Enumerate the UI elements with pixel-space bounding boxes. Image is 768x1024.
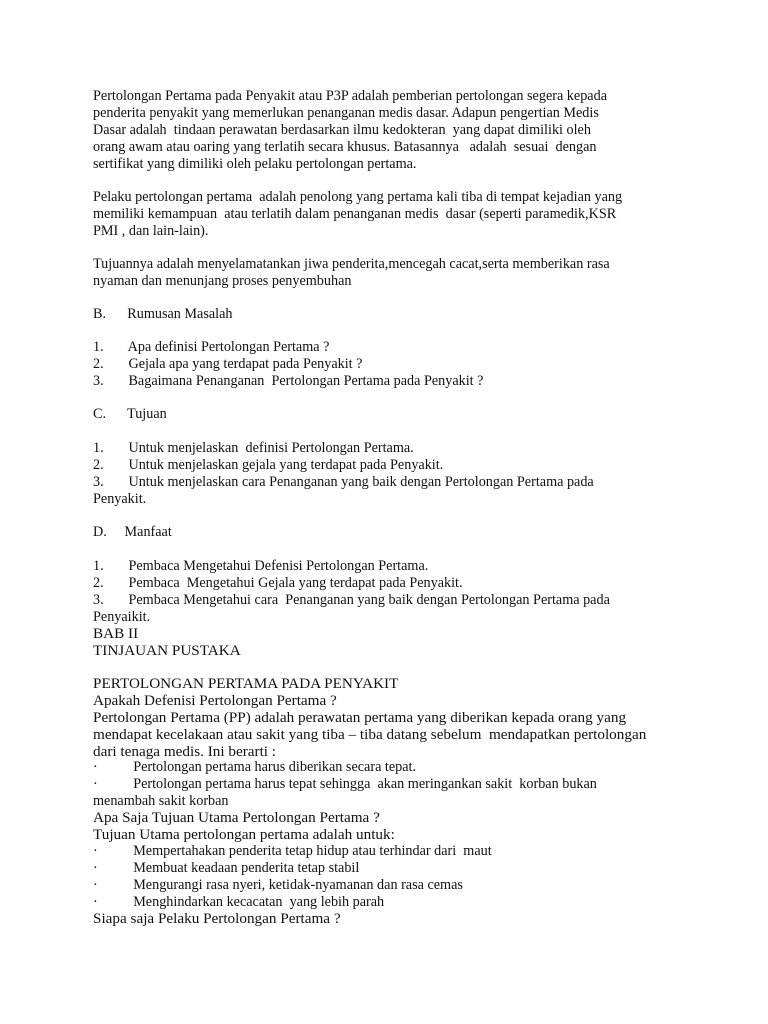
list-item: 2. Pembaca Mengetahui Gejala yang terdapat pada Penyakit. <box>93 575 463 591</box>
text-line: memiliki kemampuan atau terlatih dalam penanganan medis dasar (seperti paramedik,KSR <box>93 206 617 222</box>
text-line: Pertolongan Pertama (PP) adalah perawatan pertama yang diberikan kepada orang yang <box>93 709 627 726</box>
text-line: Tujuannya adalah menyelamatankan jiwa penderita,mencegah cacat,serta memberikan rasa <box>93 256 610 272</box>
text-line: Dasar adalah tindaan perawatan berdasarkan ilmu kedokteran yang dapat dimiliki oleh <box>93 122 591 138</box>
chapter-title: TINJAUAN PUSTAKA <box>93 642 241 659</box>
list-item: 1. Untuk menjelaskan definisi Pertolongan Pertama. <box>93 440 414 456</box>
section-heading-b: B. Rumusan Masalah <box>93 306 233 322</box>
bullet-item: · Pertolongan pertama harus tepat sehingga akan meringankan sakit korban bukan <box>93 776 597 792</box>
text-line: Penyaikit. <box>93 609 151 625</box>
bullet-item: · Pertolongan pertama harus diberikan secara tepat. <box>93 759 417 775</box>
list-item: 3. Pembaca Mengetahui cara Penanganan yang baik dengan Pertolongan Pertama pada <box>93 592 610 608</box>
question-heading: Apakah Defenisi Pertolongan Pertama ? <box>93 692 337 709</box>
text-line: Tujuan Utama pertolongan pertama adalah untuk: <box>93 826 395 843</box>
text-line: mendapat kecelakaan atau sakit yang tiba – tiba datang sebelum mendapatkan pertolongan <box>93 726 647 743</box>
bullet-item: · Menghindarkan kecacatan yang lebih parah <box>93 894 385 910</box>
section-heading-d: D. Manfaat <box>93 524 172 540</box>
list-item: 3. Bagaimana Penanganan Pertolongan Pertama pada Penyakit ? <box>93 373 484 389</box>
bullet-item: · Mempertahakan penderita tetap hidup atau terhindar dari maut <box>93 843 492 859</box>
text-line: nyaman dan menunjang proses penyembuhan <box>93 273 352 289</box>
list-item: 2. Gejala apa yang terdapat pada Penyakit ? <box>93 356 363 372</box>
list-item: 3. Untuk menjelaskan cara Penanganan yang baik dengan Pertolongan Pertama pada <box>93 474 594 490</box>
list-item: 1. Apa definisi Pertolongan Pertama ? <box>93 339 330 355</box>
text-line: Pelaku pertolongan pertama adalah penolong yang pertama kali tiba di tempat kejadian yang <box>93 189 623 205</box>
bullet-item: · Membuat keadaan penderita tetap stabil <box>93 860 360 876</box>
text-line: PMI , dan lain-lain). <box>93 223 209 239</box>
text-line: sertifikat yang dimiliki oleh pelaku pertolongan pertama. <box>93 156 417 172</box>
bullet-item: · Mengurangi rasa nyeri, ketidak-nyamanan dan rasa cemas <box>93 877 463 893</box>
chapter-heading: BAB II <box>93 625 139 642</box>
question-heading: Apa Saja Tujuan Utama Pertolongan Pertama ? <box>93 809 380 826</box>
text-line: Pertolongan Pertama pada Penyakit atau P3P adalah pemberian pertolongan segera kepada <box>93 88 607 104</box>
text-line: dari tenaga medis. Ini berarti : <box>93 743 277 760</box>
text-line: orang awam atau oaring yang terlatih secara khusus. Batasannya adalah sesuai dengan <box>93 139 597 155</box>
section-title: PERTOLONGAN PERTAMA PADA PENYAKIT <box>93 675 399 692</box>
list-item: 2. Untuk menjelaskan gejala yang terdapat pada Penyakit. <box>93 457 444 473</box>
section-heading-c: C. Tujuan <box>93 406 167 422</box>
text-line: Penyakit. <box>93 491 147 507</box>
text-line: menambah sakit korban <box>93 793 229 809</box>
text-line: penderita penyakit yang memerlukan penanganan medis dasar. Adapun pengertian Medis <box>93 105 599 121</box>
list-item: 1. Pembaca Mengetahui Defenisi Pertolongan Pertama. <box>93 558 429 574</box>
question-heading: Siapa saja Pelaku Pertolongan Pertama ? <box>93 910 341 927</box>
